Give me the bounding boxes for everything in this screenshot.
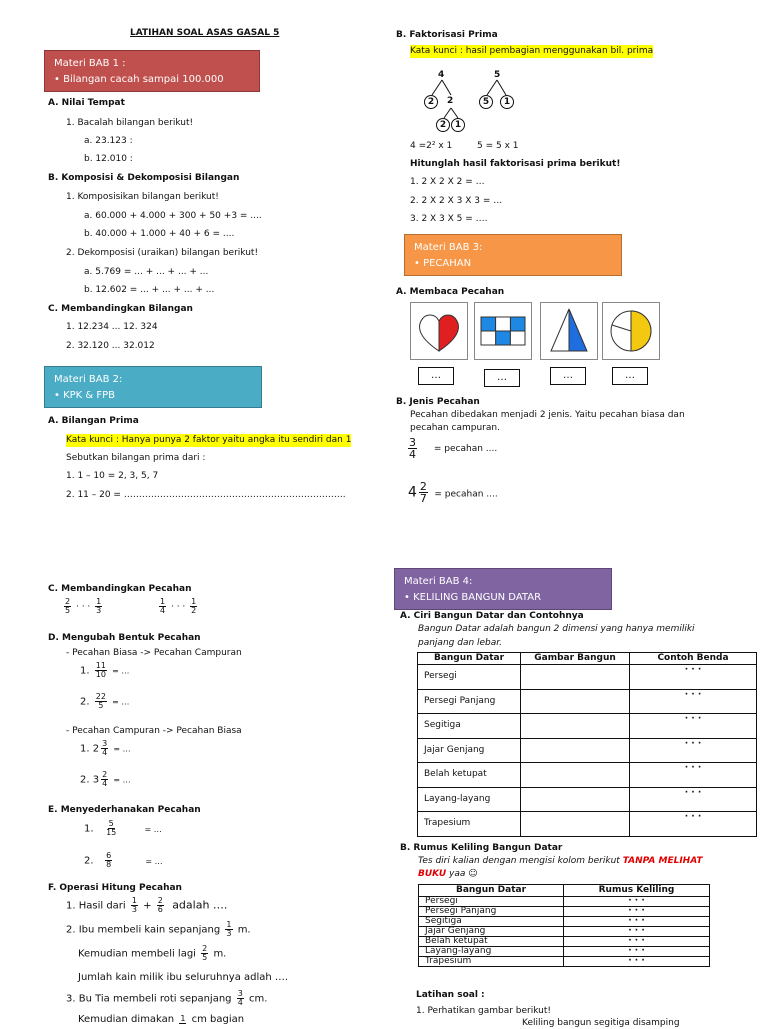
compare-row-1: $\frac{2}{5}$ · · · $\frac{1}{3}$ xyxy=(65,597,102,615)
komposisi-d: b. 12.602 = ... + ... + ... + ... xyxy=(84,285,215,295)
bab4-topic: • KELILING BANGUN DATAR xyxy=(404,591,542,603)
shape-name: Trapesium xyxy=(418,812,521,837)
answer-box-4[interactable]: … xyxy=(612,367,648,385)
circle-fraction-picture xyxy=(602,302,660,360)
shape-name: Persegi Panjang xyxy=(419,907,564,917)
formula-cell[interactable]: · · · xyxy=(564,957,710,967)
faktorisasi-heading: B. Faktorisasi Prima xyxy=(396,30,498,40)
tree-node: 1 xyxy=(451,118,465,132)
table-row xyxy=(418,812,757,837)
shape-picture-cell[interactable] xyxy=(521,763,630,788)
table-row xyxy=(418,738,757,763)
bab3-topic: • PECAHAN xyxy=(414,257,472,269)
ciri-bangun-table xyxy=(417,652,757,837)
membandingkan-pecahan-heading: C. Membandingkan Pecahan xyxy=(48,584,192,594)
rumus-keliling-table xyxy=(418,884,710,967)
shape-name: Segitiga xyxy=(419,917,564,927)
komposisi-c: a. 5.769 = ... + ... + ... + ... xyxy=(84,267,209,277)
mengubah-pecahan-heading: D. Mengubah Bentuk Pecahan xyxy=(48,633,201,643)
col-header: Contoh Benda xyxy=(630,653,757,665)
mengubah-q3: 1. 2 $\frac{3}{4}$ = … xyxy=(80,739,131,757)
bab1-topic: • Bilangan cacah sampai 100.000 xyxy=(54,73,224,85)
table-row xyxy=(419,947,710,957)
rumus-keliling-desc1: Tes diri kalian dengan mengisi kolom berikut TANPA MELIHAT xyxy=(418,856,703,866)
ciri-bangun-heading: A. Ciri Bangun Datar dan Contohnya xyxy=(400,611,584,621)
fraction: $\frac{2}{5}$ xyxy=(65,597,71,615)
example-cell[interactable]: · · · xyxy=(630,665,757,690)
bilangan-prima-r2: 2. 11 – 20 = ……………………………………………………………….. xyxy=(66,490,346,500)
bilangan-prima-r1: 1. 1 – 10 = 2, 3, 5, 7 xyxy=(66,471,159,481)
formula-cell[interactable]: · · · xyxy=(564,917,710,927)
table-row xyxy=(419,927,710,937)
shape-picture-cell[interactable] xyxy=(521,738,630,763)
shape-picture-cell[interactable] xyxy=(521,714,630,739)
tree-node: 5 xyxy=(479,95,493,109)
membandingkan-bilangan-r2: 2. 32.120 ... 32.012 xyxy=(66,341,155,351)
shape-picture-cell[interactable] xyxy=(521,665,630,690)
table-row xyxy=(418,665,757,690)
example-cell[interactable]: · · · xyxy=(630,714,757,739)
mengubah-q1: 1. $\frac{11}{10}$ = … xyxy=(80,661,130,679)
shape-name: Layang-layang xyxy=(419,947,564,957)
komposisi-q2: 2. Dekomposisi (uraikan) bilangan berikut! xyxy=(66,248,259,258)
nilai-tempat-q1: 1. Bacalah bilangan berikut! xyxy=(66,118,194,128)
table-row xyxy=(419,897,710,907)
col-header: Bangun Datar xyxy=(419,885,564,897)
triangle-fraction-picture xyxy=(540,302,598,360)
formula-cell[interactable]: · · · xyxy=(564,937,710,947)
tree-node: 2 xyxy=(424,95,438,109)
shape-picture-cell[interactable] xyxy=(521,787,630,812)
table-row xyxy=(419,937,710,947)
bab3-banner xyxy=(404,234,622,276)
mengubah-sub1: - Pecahan Biasa -> Pecahan Campuran xyxy=(66,648,242,658)
formula-cell[interactable]: · · · xyxy=(564,927,710,937)
heart-fraction-picture xyxy=(410,302,468,360)
example-cell[interactable]: · · · xyxy=(630,812,757,837)
shape-name: Belah ketupat xyxy=(418,763,521,788)
ciri-bangun-desc2: panjang dan lebar. xyxy=(418,638,503,648)
bab1-title: Materi BAB 1 : xyxy=(54,58,126,69)
example-cell[interactable]: · · · xyxy=(630,787,757,812)
operasi-q3c: Kemudian dimakan 1 cm bagian xyxy=(78,1013,245,1025)
table-row xyxy=(419,957,710,967)
operasi-q2: 2. Ibu membeli kain sepanjang $\frac{1}{3}$ m. xyxy=(66,920,251,938)
answer-box-2[interactable]: … xyxy=(484,369,520,387)
bab2-banner xyxy=(44,366,262,408)
answer-box-3[interactable]: … xyxy=(550,367,586,385)
grid-fraction-picture xyxy=(474,302,532,360)
tree-node: 2 xyxy=(436,118,450,132)
shape-name: Jajar Genjang xyxy=(419,927,564,937)
rumus-keliling-heading: B. Rumus Keliling Bangun Datar xyxy=(400,843,563,853)
table-row xyxy=(419,917,710,927)
bilangan-prima-keyword: Kata kunci : Hanya punya 2 faktor yaitu angka itu sendiri dan 1 xyxy=(66,434,351,447)
formula-cell[interactable]: · · · xyxy=(564,947,710,957)
bab2-title: Materi BAB 2: xyxy=(54,374,123,385)
shape-name: Belah ketupat xyxy=(419,937,564,947)
komposisi-q1: 1. Komposisikan bilangan berikut! xyxy=(66,192,219,202)
bab4-title: Materi BAB 4: xyxy=(404,576,473,587)
faktorisasi-subheading: Hitunglah hasil faktorisasi prima berikut! xyxy=(410,159,621,169)
formula-cell[interactable]: · · · xyxy=(564,907,710,917)
col-header: Bangun Datar xyxy=(418,653,521,665)
table-row xyxy=(418,763,757,788)
shape-name: Persegi Panjang xyxy=(418,689,521,714)
operasi-q1: 1. Hasil dari $\frac{1}{3}$ + $\frac{2}{6}$ adalah …. xyxy=(66,896,228,914)
faktorisasi-r2: 2. 2 X 2 X 3 X 3 = … xyxy=(410,196,503,206)
membaca-pecahan-heading: A. Membaca Pecahan xyxy=(396,287,505,297)
formula-cell[interactable]: · · · xyxy=(564,897,710,907)
shape-picture-cell[interactable] xyxy=(521,689,630,714)
faktorisasi-r1: 1. 2 X 2 X 2 = … xyxy=(410,177,485,187)
tree-node: 4 xyxy=(438,70,445,80)
bab3-title: Materi BAB 3: xyxy=(414,242,483,253)
tree-node: 2 xyxy=(447,96,454,106)
col-header: Gambar Bangun xyxy=(521,653,630,665)
faktorisasi-r3: 3. 2 X 3 X 5 = …. xyxy=(410,214,488,224)
jenis-pecahan-f1: $\frac{3}{4}$ = pecahan .... xyxy=(409,436,498,461)
menyederhanakan-heading: E. Menyederhanakan Pecahan xyxy=(48,805,201,815)
komposisi-a: a. 60.000 + 4.000 + 300 + 50 +3 = .... xyxy=(84,211,262,221)
nilai-tempat-heading: A. Nilai Tempat xyxy=(48,98,125,108)
shape-name: Jajar Genjang xyxy=(418,738,521,763)
komposisi-b: b. 40.000 + 1.000 + 40 + 6 = .... xyxy=(84,229,235,239)
answer-box-1[interactable]: … xyxy=(418,367,454,385)
shape-name: Persegi xyxy=(418,665,521,690)
jenis-pecahan-f2: 4 $\frac{2}{7}$ = pecahan .... xyxy=(408,480,498,505)
jenis-pecahan-text1: Pecahan dibedakan menjadi 2 jenis. Yaitu pecahan biasa dan xyxy=(410,410,685,420)
mengubah-q4: 2. 3 $\frac{2}{4}$ = … xyxy=(80,770,131,788)
fraction: $\frac{1}{4}$ xyxy=(160,597,166,615)
compare-row-2: $\frac{1}{4}$ · · · $\frac{1}{2}$ xyxy=(160,597,197,615)
bab4-banner xyxy=(394,568,612,610)
operasi-q2c: Kemudian membeli lagi $\frac{2}{5}$ m. xyxy=(78,944,227,962)
faktorisasi-keyword: Kata kunci : hasil pembagian menggunakan bil. prima xyxy=(410,45,653,58)
example-cell[interactable]: · · · xyxy=(630,689,757,714)
tree-node: 5 xyxy=(494,70,501,80)
latihan-q1b: Keliling bangun segitiga disamping xyxy=(522,1018,680,1028)
col-header: Rumus Keliling xyxy=(564,885,710,897)
nilai-tempat-a: a. 23.123 : xyxy=(84,136,133,146)
latihan-q1: 1. Perhatikan gambar berikut! xyxy=(416,1006,552,1016)
membandingkan-bilangan-r1: 1. 12.234 ... 12. 324 xyxy=(66,322,158,332)
faktorisasi-eq2: 5 = 5 x 1 xyxy=(477,141,519,151)
latihan-heading: Latihan soal : xyxy=(416,990,485,1000)
fraction: $\frac{1}{3}$ xyxy=(96,597,102,615)
jenis-pecahan-text2: pecahan campuran. xyxy=(410,423,500,433)
table-row xyxy=(418,714,757,739)
page-title: LATIHAN SOAL ASAS GASAL 5 xyxy=(130,28,280,38)
shape-name: Layang-layang xyxy=(418,787,521,812)
komposisi-heading: B. Komposisi & Dekomposisi Bilangan xyxy=(48,173,240,183)
operasi-q2e: Jumlah kain milik ibu seluruhnya adlah …. xyxy=(78,972,289,983)
faktorisasi-eq1: 4 =2² x 1 xyxy=(410,141,453,151)
tree-node: 1 xyxy=(500,95,514,109)
rumus-keliling-desc2: BUKU yaa ☺ xyxy=(418,869,478,879)
shape-picture-cell[interactable] xyxy=(521,812,630,837)
operasi-q3: 3. Bu Tia membeli roti sepanjang $\frac{3}{4}$ cm. xyxy=(66,989,268,1007)
table-row xyxy=(419,907,710,917)
shape-name: Segitiga xyxy=(418,714,521,739)
bab1-banner xyxy=(44,50,260,92)
operasi-heading: F. Operasi Hitung Pecahan xyxy=(48,883,182,893)
ciri-bangun-desc1: Bangun Datar adalah bangun 2 dimensi yang hanya memiliki xyxy=(418,624,695,634)
table-row xyxy=(418,689,757,714)
example-cell[interactable]: · · · xyxy=(630,763,757,788)
jenis-pecahan-heading: B. Jenis Pecahan xyxy=(396,397,480,407)
nilai-tempat-b: b. 12.010 : xyxy=(84,154,133,164)
bilangan-prima-instruction: Sebutkan bilangan prima dari : xyxy=(66,453,206,463)
bab2-topic: • KPK & FPB xyxy=(54,389,116,401)
table-row xyxy=(418,787,757,812)
shape-name: Persegi xyxy=(419,897,564,907)
example-cell[interactable]: · · · xyxy=(630,738,757,763)
membandingkan-bilangan-heading: C. Membandingkan Bilangan xyxy=(48,304,193,314)
menyederhanakan-q2: 2. $\frac{6}{8}$ = … xyxy=(84,851,163,869)
mengubah-q2: 2. $\frac{22}{5}$ = … xyxy=(80,692,130,710)
menyederhanakan-q1: 1. $\frac{5}{15}$ = … xyxy=(84,819,162,837)
shape-name: Trapesium xyxy=(419,957,564,967)
mengubah-sub2: - Pecahan Campuran -> Pecahan Biasa xyxy=(66,726,242,736)
fraction: $\frac{1}{2}$ xyxy=(191,597,197,615)
bilangan-prima-heading: A. Bilangan Prima xyxy=(48,416,139,426)
